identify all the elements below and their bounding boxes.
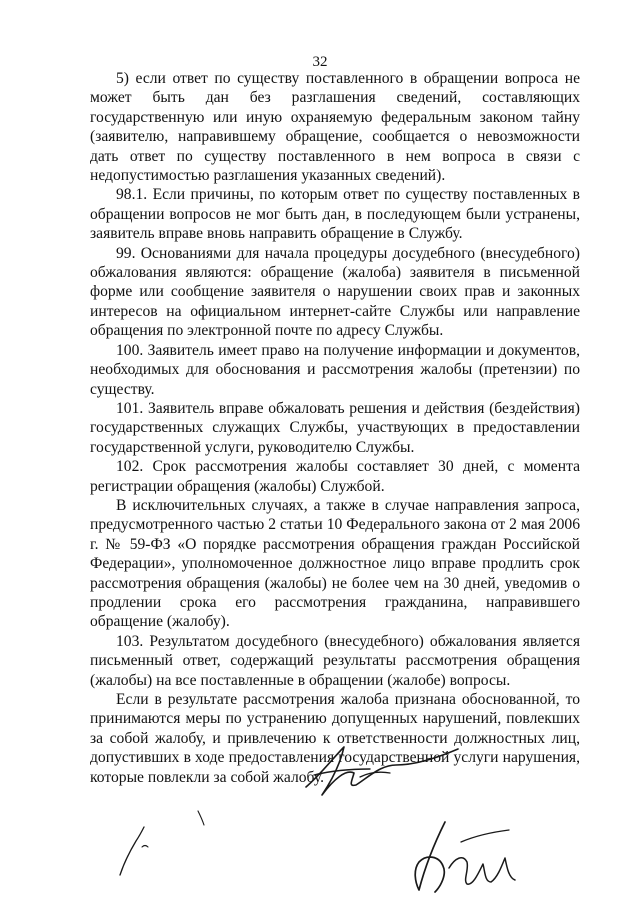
paragraph-item-5: 5) если ответ по существу поставленного в обращении вопроса не может быть дан без разглашения сведений, составляющих государственную или иную охраняемую федеральным законом тайну (заявителю, направившему обращение, сообщается о невозможности дать ответ по существу поставленного в нем вопроса в связи с недопустимостью разглашения указанных сведений). [90, 70, 580, 185]
paragraph-100: 100. Заявитель имеет право на получение информации и документов, необходимых для обоснования и рассмотрения жалобы (претензии) по существу. [90, 341, 580, 398]
document-body [90, 69, 580, 787]
paragraph-103-outcome: Если в результате рассмотрения жалоба признана обоснованной, то принимаются меры по устранению допущенных нарушений, повлекших за собой жалобу, и привлечению к ответственности должностных лиц, допустивших в ходе предоставления государственной услуги нарушения, которые повлекли за собой жалобу. [90, 691, 580, 786]
paragraph-101: 101. Заявитель вправе обжаловать решения и действия (бездействия) государственных служащих Службы, участвующих в предоставлении государственной услуги, руководителю Службы. [90, 399, 580, 456]
paragraph-98-1: 98.1. Если причины, по которым ответ по существу поставленных в обращении вопросов не мог быть дан, в последующем были устранены, заявитель вправе вновь направить обращение в Службу. [90, 186, 580, 243]
signature-mark-lower [405, 812, 525, 902]
paragraph-99: 99. Основаниями для начала процедуры досудебного (внесудебного) обжалования являются: обращение (жалоба) заявителя в письменной форме или сообщение заявителя о нарушении своих прав и законных интересов на официальном интернет-сайте Службы или направление обращения по электронной почте по адресу Службы. [90, 244, 580, 340]
paragraph-102-exceptions: В исключительных случаях, а также в случае направления запроса, предусмотренного частью 2 статьи 10 Федерального закона от 2 мая 2006 г. № 59-ФЗ «О порядке рассмотрения обращения граждан Российской Федерации», уполномоченное должностное лицо вправе продлить срок рассмотрения обращения (жалобы) не более чем на 30 дней, уведомив о продлении срока его рассмотрения гражданина, направившего обращение (жалобу). [90, 496, 580, 631]
paragraph-102: 102. Срок рассмотрения жалобы составляет 30 дней, с момента регистрации обращения (жалобы) Службой. [90, 458, 580, 495]
paragraph-103: 103. Результатом досудебного (внесудебного) обжалования является письменный ответ, содержащий результаты рассмотрения обращения (жалобы) на все поставленные в обращении (жалобе) вопросы. [90, 632, 580, 689]
page-number: 32 [312, 54, 328, 70]
signature-mark-left [112, 805, 212, 880]
